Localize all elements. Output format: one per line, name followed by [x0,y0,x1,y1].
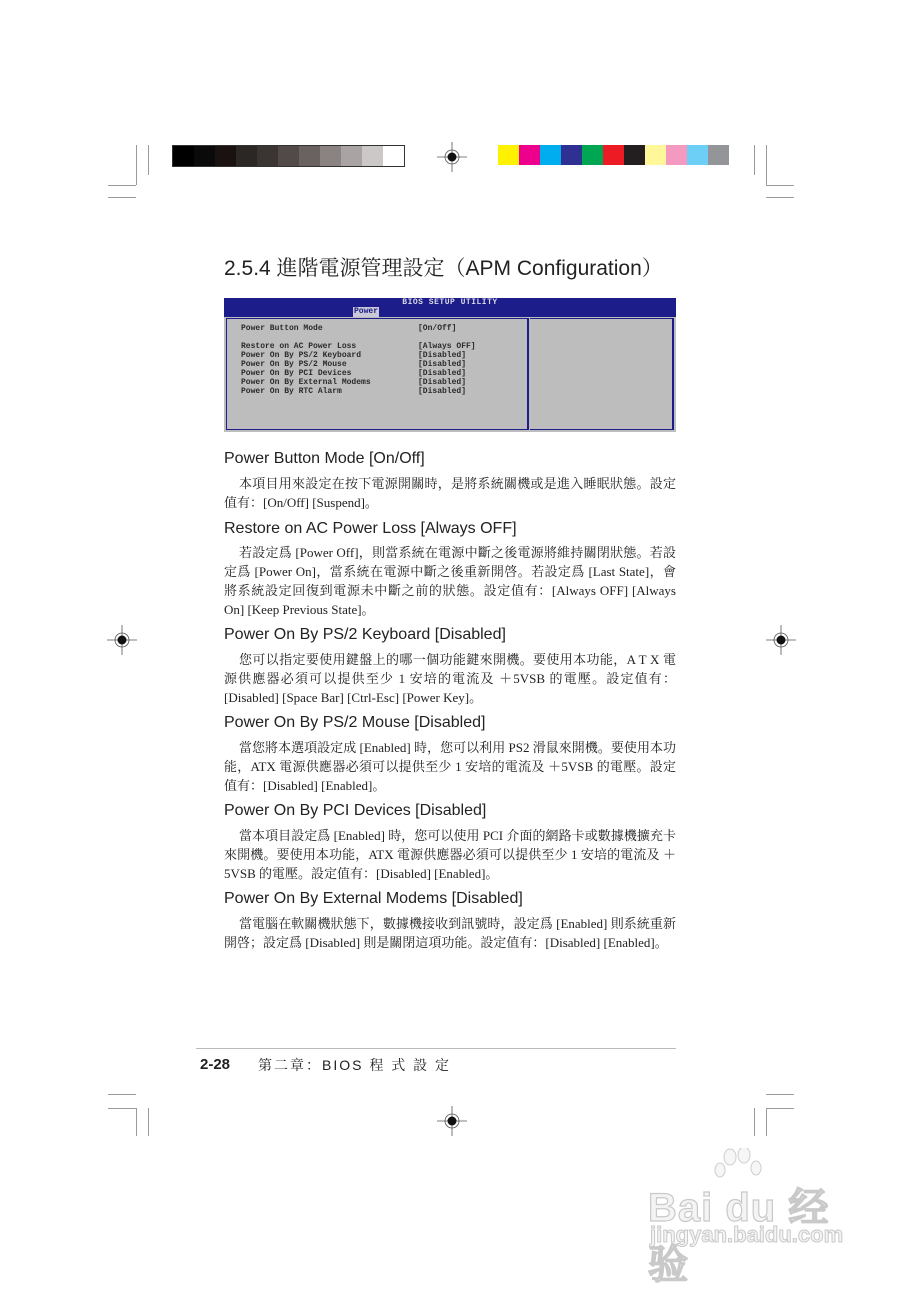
crop-mark [766,185,794,186]
crop-mark [148,145,149,175]
crop-mark [108,1108,136,1109]
color-swatch [194,146,215,166]
section-paragraph: 您可以指定要使用鍵盤上的哪一個功能鍵來開機。要使用本功能，A T X 電源供應器必須可以提供至少 1 安培的電流及 ＋5VSB 的電壓。設定值有：[Disabled] [Space Bar] [Ctrl-Esc] [Power Key]。 [224,652,676,705]
bios-help-panel [530,318,674,430]
bios-setting-label: Power On By PS/2 Mouse [241,360,347,369]
color-swatch [582,145,603,165]
bios-setting-value: [Disabled] [418,351,467,360]
color-swatch [603,145,624,165]
color-swatch [257,146,278,166]
footer-divider [196,1048,676,1049]
crop-mark [108,1094,136,1095]
color-swatch [299,146,320,166]
bios-setup-screenshot [224,298,676,432]
registration-mark-icon [437,1106,467,1136]
crop-mark [148,1108,149,1136]
crop-mark [136,1108,137,1136]
color-swatch [561,145,582,165]
bios-setting-row [241,324,457,333]
baidu-jingyan-watermark [640,1148,870,1287]
bios-setting-label: Power On By RTC Alarm [241,387,342,396]
section-paragraph: 當本項目設定爲 [Enabled] 時，您可以使用 PCI 介面的網路卡或數據機擴充卡來開機。要使用本功能，ATX 電源供應器必須可以提供至少 1 安培的電流及 ＋5VSB 的電壓。設定值有：[Disabled] [Enabled]。 [224,828,676,881]
bios-header-title: BIOS SETUP UTILITY [402,298,498,307]
section-body-ps2-mouse [224,738,676,795]
bios-setting-row [241,378,467,387]
section-title-ps2-mouse: Power On By PS/2 Mouse [Disabled] [224,714,486,731]
section-title-external-modems: Power On By External Modems [Disabled] [224,890,523,907]
crop-mark [108,185,136,186]
section-paragraph: 當電腦在軟關機狀態下，數據機接收到訊號時，設定爲 [Enabled] 則系統重新開啓；設定爲 [Disabled] 則是關閉這項功能。設定值有：[Disabled] [Enabled]。 [224,916,676,950]
registration-mark-icon [437,142,467,172]
color-calibration-bar [498,145,729,165]
color-swatch [362,146,383,166]
section-body-power-button-mode [224,474,676,512]
grayscale-calibration-bar [172,145,405,167]
crop-mark [766,1108,794,1109]
section-paragraph: 本項目用來設定在按下電源開關時，是將系統關機或是進入睡眠狀態。設定值有：[On/Off] [Suspend]。 [224,476,676,510]
crop-mark [766,1108,767,1136]
page-title: 2.5.4 進階電源管理設定（APM Configuration） [224,257,663,280]
color-swatch [341,146,362,166]
color-swatch [498,145,519,165]
color-swatch [708,145,729,165]
crop-mark [754,1108,755,1136]
crop-mark [766,145,767,185]
color-swatch [173,146,194,166]
bios-tab-power: Power [354,307,379,316]
bios-setting-value: [Disabled] [418,369,467,378]
section-paragraph: 若設定爲 [Power Off]，則當系統在電源中斷之後電源將維持關閉狀態。若設定爲 [Power On]，當系統在電源中斷之後重新開啓。若設定爲 [Last State]，會將系統設定回復到電源未中斷之前的狀態。設定值有：[Always OFF] [Always On] [Keep Previous State]。 [224,545,676,617]
crop-mark [766,1094,794,1095]
bios-setting-row [241,342,476,351]
bios-setting-label: Power On By External Modems [241,378,371,387]
bios-setting-value: [On/Off] [418,324,457,333]
crop-mark [108,197,136,198]
section-title-ps2-keyboard: Power On By PS/2 Keyboard [Disabled] [224,626,506,643]
section-title-pci-devices: Power On By PCI Devices [Disabled] [224,802,487,819]
page-number: 2-28 [200,1056,231,1073]
color-swatch [215,146,236,166]
section-body-external-modems [224,914,676,952]
bios-setting-label: Restore on AC Power Loss [241,342,357,351]
registration-mark-icon [766,625,796,655]
section-body-ps2-keyboard [224,650,676,707]
color-swatch [519,145,540,165]
section-body-pci-devices [224,826,676,883]
color-swatch [645,145,666,165]
bios-setting-value: [Disabled] [418,387,467,396]
section-title-power-button-mode: Power Button Mode [On/Off] [224,450,425,467]
color-swatch [320,146,341,166]
bios-setting-value: [Disabled] [418,360,467,369]
crop-mark [136,145,137,185]
bios-setting-row [241,351,467,360]
color-swatch [666,145,687,165]
color-swatch [383,146,404,166]
crop-mark [754,145,755,175]
bios-setting-value: [Always OFF] [418,342,476,351]
bios-setting-value: [Disabled] [418,378,467,387]
bios-setting-row [241,360,467,369]
bios-settings-panel [226,318,529,430]
bios-setting-row [241,387,467,396]
color-swatch [540,145,561,165]
section-title-restore-ac-power-loss: Restore on AC Power Loss [Always OFF] [224,520,517,537]
crop-mark [766,197,794,198]
section-body-restore-ac-power-loss [224,543,676,619]
bios-setting-row [241,369,467,378]
chapter-title: 第二章：BIOS 程 式 設 定 [258,1057,452,1073]
registration-mark-icon [107,625,137,655]
bios-setting-label: Power Button Mode [241,324,323,333]
color-swatch [687,145,708,165]
color-swatch [624,145,645,165]
watermark-logo: Bai du 经验 [648,1186,830,1287]
color-swatch [236,146,257,166]
color-swatch [278,146,299,166]
watermark-url: jingyan.baidu.com [650,1222,844,1247]
bios-setting-label: Power On By PS/2 Keyboard [241,351,362,360]
bios-setting-label: Power On By PCI Devices [241,369,352,378]
bios-header [224,298,676,317]
section-paragraph: 當您將本選項設定成 [Enabled] 時，您可以利用 PS2 滑鼠來開機。要使用本功能，ATX 電源供應器必須可以提供至少 1 安培的電流及 ＋5VSB 的電壓。設定值有：[Disabled] [Enabled]。 [224,740,676,793]
